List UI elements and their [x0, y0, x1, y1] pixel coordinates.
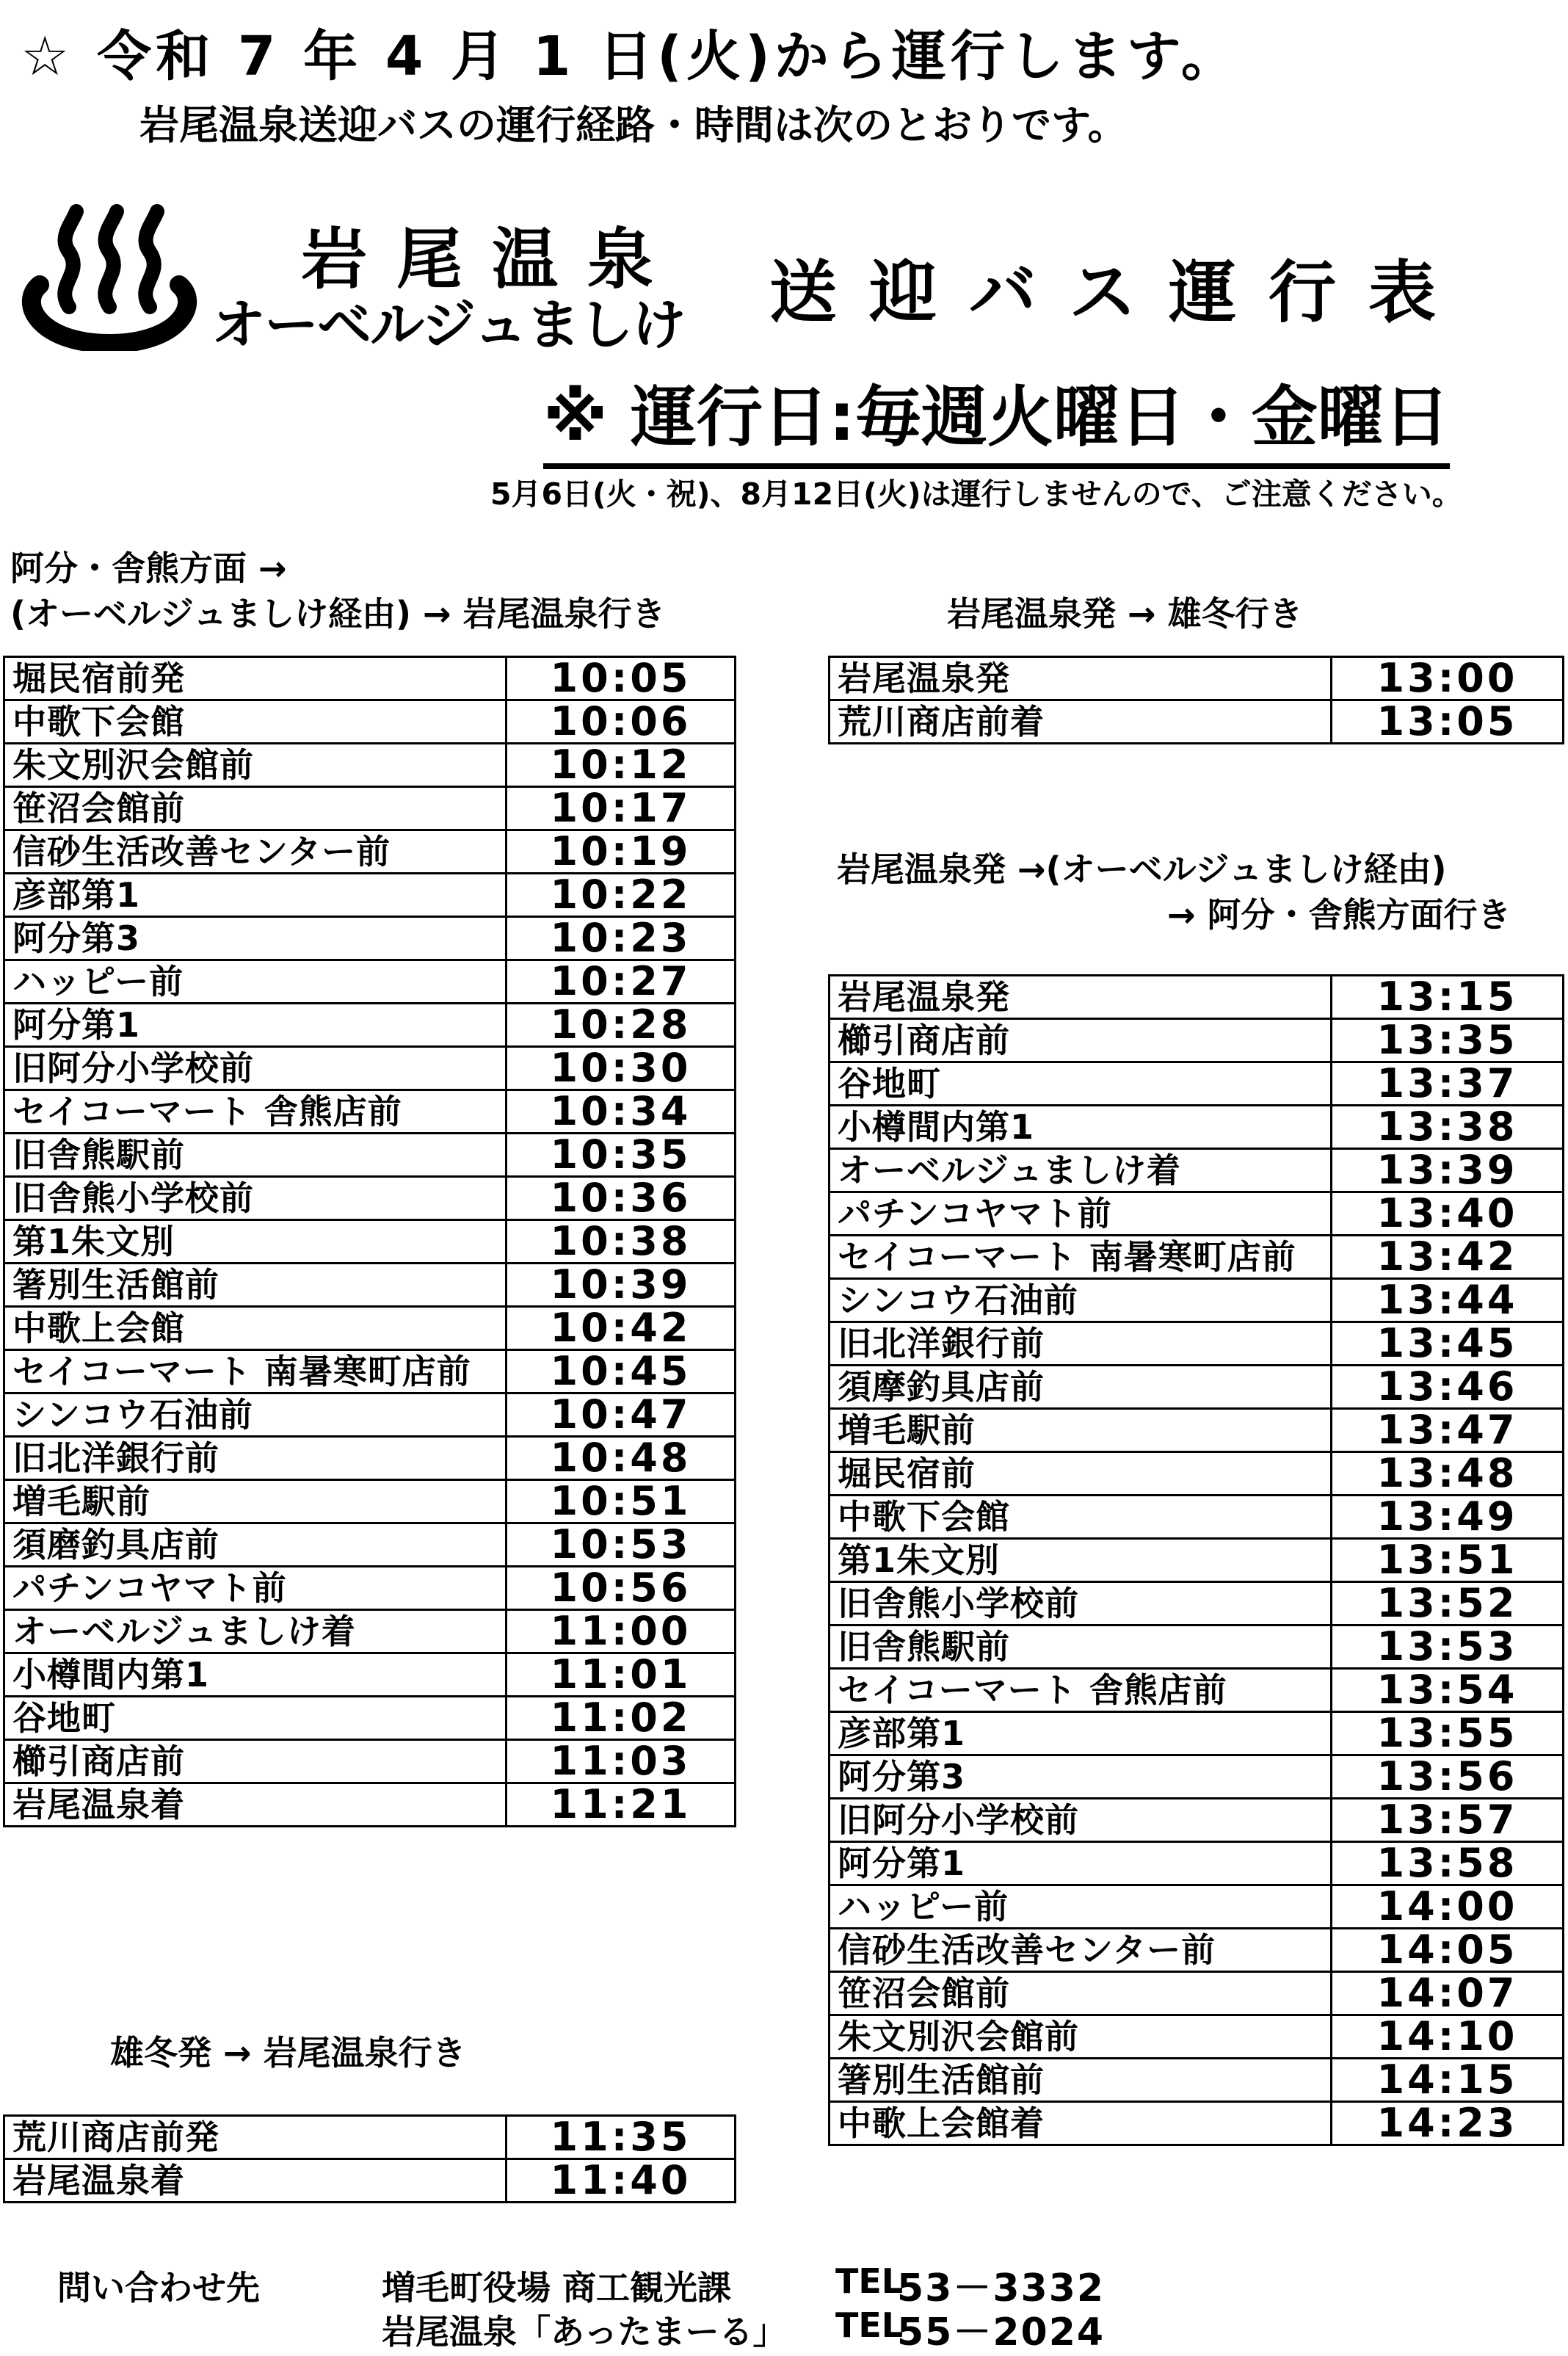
- departure-time: 10:45: [507, 1350, 736, 1393]
- stop-name: 岩尾温泉着: [4, 2159, 507, 2203]
- table-row: [4, 1610, 736, 1653]
- stop-name: 中歌下会館: [4, 700, 507, 744]
- stop-name: 中歌上会館: [4, 1307, 507, 1350]
- stop-name: 旧北洋銀行前: [830, 1322, 1332, 1366]
- table-row: [830, 1755, 1564, 1799]
- stop-name: 信砂生活改善センター前: [830, 1929, 1332, 1972]
- table-row: [830, 700, 1564, 744]
- contact-label: 問い合わせ先: [57, 2268, 260, 2308]
- stop-name: 岩尾温泉着: [4, 1783, 507, 1827]
- table-row: [830, 1799, 1564, 1842]
- stop-name: 第1朱文別: [830, 1539, 1332, 1582]
- table-row: [4, 830, 736, 874]
- stop-name: 岩尾温泉発: [830, 657, 1332, 700]
- departure-time: 11:01: [507, 1653, 736, 1697]
- stop-name: セイコーマート 南暑寒町店前: [4, 1350, 507, 1393]
- tel-label-2: TEL: [835, 2305, 904, 2345]
- departure-time: 13:37: [1332, 1062, 1564, 1106]
- departure-time: 13:40: [1332, 1192, 1564, 1236]
- table-row: [830, 1322, 1564, 1366]
- stop-name: 堀民宿前: [830, 1452, 1332, 1496]
- operating-days: ※ 運行日:毎週火曜日・金曜日: [543, 363, 1450, 469]
- intro-text: 岩尾温泉送迎バスの運行経路・時間は次のとおりです。: [139, 102, 1128, 148]
- departure-time: 14:05: [1332, 1929, 1564, 1972]
- notice-text: 5月6日(火・祝)、8月12日(火)は運行しませんので、ご注意ください。: [490, 476, 1462, 512]
- table-row: [830, 1366, 1564, 1409]
- departure-time: 11:21: [507, 1783, 736, 1827]
- table-row: [4, 1090, 736, 1134]
- table-row: [830, 1625, 1564, 1669]
- table-row: [4, 1567, 736, 1610]
- table-row: [830, 1539, 1564, 1582]
- table-row: [4, 1134, 736, 1177]
- departure-time: 10:27: [507, 960, 736, 1004]
- stop-name: 増毛駅前: [830, 1409, 1332, 1452]
- table-row: [4, 1220, 736, 1264]
- departure-time: 10:39: [507, 1264, 736, 1307]
- stop-name: 阿分第1: [830, 1842, 1332, 1885]
- departure-time: 10:23: [507, 917, 736, 960]
- departure-time: 13:05: [1332, 700, 1564, 744]
- departure-time: 11:03: [507, 1740, 736, 1783]
- table-row: [4, 1653, 736, 1697]
- table-row: [4, 1177, 736, 1220]
- brand-name: 岩尾温泉: [301, 221, 683, 298]
- table-row: [4, 960, 736, 1004]
- table-row: [4, 1307, 736, 1350]
- stop-name: 旧舎熊駅前: [830, 1625, 1332, 1669]
- departure-time: 10:51: [507, 1480, 736, 1523]
- stop-name: 旧北洋銀行前: [4, 1437, 507, 1480]
- table-row: [830, 1972, 1564, 2015]
- departure-time: 10:30: [507, 1047, 736, 1090]
- stop-name: 荒川商店前発: [4, 2116, 507, 2159]
- stop-name: 阿分第3: [4, 917, 507, 960]
- stop-name: 信砂生活改善センター前: [4, 830, 507, 874]
- departure-time: 14:15: [1332, 2059, 1564, 2102]
- table-row: [4, 744, 736, 787]
- departure-time: 13:53: [1332, 1625, 1564, 1669]
- departure-time: 10:17: [507, 787, 736, 830]
- stop-name: 櫛引商店前: [4, 1740, 507, 1783]
- table-row: [830, 1409, 1564, 1452]
- stop-name: 中歌上会館着: [830, 2102, 1332, 2145]
- stop-name: シンコウ石油前: [4, 1393, 507, 1437]
- departure-time: 13:57: [1332, 1799, 1564, 1842]
- tel-label-1: TEL: [835, 2261, 904, 2301]
- stop-name: セイコーマート 舎熊店前: [830, 1669, 1332, 1712]
- route-a-table: [3, 656, 736, 1827]
- departure-time: 13:45: [1332, 1322, 1564, 1366]
- table-row: [4, 657, 736, 700]
- table-row: [830, 1496, 1564, 1539]
- contact-org-2: 岩尾温泉「あったまーる」: [382, 2312, 787, 2352]
- route-a-heading-1: 阿分・舎熊方面 →: [10, 548, 287, 588]
- departure-time: 10:56: [507, 1567, 736, 1610]
- stop-name: 増毛駅前: [4, 1480, 507, 1523]
- table-row: [4, 787, 736, 830]
- departure-time: 10:42: [507, 1307, 736, 1350]
- stop-name: 谷地町: [830, 1062, 1332, 1106]
- table-row: [830, 1929, 1564, 1972]
- table-row: [830, 1106, 1564, 1149]
- table-row: [830, 1452, 1564, 1496]
- table-row: [4, 1523, 736, 1567]
- table-row: [4, 2159, 736, 2203]
- table-row: [4, 1697, 736, 1740]
- departure-time: 13:56: [1332, 1755, 1564, 1799]
- stop-name: 岩尾温泉発: [830, 976, 1332, 1019]
- departure-time: 10:28: [507, 1004, 736, 1047]
- table-row: [4, 1393, 736, 1437]
- route-c-table: [828, 974, 1564, 2146]
- stop-name: 櫛引商店前: [830, 1019, 1332, 1062]
- table-row: [830, 976, 1564, 1019]
- stop-name: 笹沼会館前: [4, 787, 507, 830]
- route-d-table: [3, 2114, 736, 2203]
- departure-time: 13:48: [1332, 1452, 1564, 1496]
- stop-name: 旧舎熊小学校前: [4, 1177, 507, 1220]
- departure-time: 10:34: [507, 1090, 736, 1134]
- table-row: [4, 1004, 736, 1047]
- departure-time: 13:55: [1332, 1712, 1564, 1755]
- stop-name: 彦部第1: [4, 874, 507, 917]
- table-row: [830, 1236, 1564, 1279]
- departure-time: 10:19: [507, 830, 736, 874]
- departure-time: 13:54: [1332, 1669, 1564, 1712]
- departure-time: 14:00: [1332, 1885, 1564, 1929]
- table-row: [830, 1019, 1564, 1062]
- stop-name: オーベルジュましけ着: [4, 1610, 507, 1653]
- table-row: [4, 874, 736, 917]
- table-row: [830, 657, 1564, 700]
- departure-time: 14:23: [1332, 2102, 1564, 2145]
- brand-subname: オーベルジュましけ: [211, 294, 685, 357]
- departure-time: 14:07: [1332, 1972, 1564, 2015]
- table-row: [4, 1480, 736, 1523]
- departure-time: 13:38: [1332, 1106, 1564, 1149]
- stop-name: 須磨釣具店前: [4, 1523, 507, 1567]
- table-row: [4, 1047, 736, 1090]
- table-row: [4, 1437, 736, 1480]
- departure-time: 13:15: [1332, 976, 1564, 1019]
- departure-time: 10:05: [507, 657, 736, 700]
- stop-name: ハッピー前: [830, 1885, 1332, 1929]
- table-row: [830, 1842, 1564, 1885]
- table-row: [4, 1740, 736, 1783]
- route-b-heading: 岩尾温泉発 → 雄冬行き: [947, 594, 1303, 634]
- stop-name: 彦部第1: [830, 1712, 1332, 1755]
- stop-name: セイコーマート 南暑寒町店前: [830, 1236, 1332, 1279]
- table-row: [830, 1669, 1564, 1712]
- table-row: [830, 1149, 1564, 1192]
- departure-time: 10:35: [507, 1134, 736, 1177]
- phone-number-2: 55－2024: [897, 2310, 1106, 2355]
- stop-name: オーベルジュましけ着: [830, 1149, 1332, 1192]
- stop-name: 箸別生活館前: [830, 2059, 1332, 2102]
- stop-name: 朱文別沢会館前: [830, 2015, 1332, 2059]
- stop-name: 阿分第3: [830, 1755, 1332, 1799]
- route-a-heading-2: (オーベルジュましけ経由) → 岩尾温泉行き: [10, 594, 666, 634]
- departure-time: 11:35: [507, 2116, 736, 2159]
- table-row: [830, 1885, 1564, 1929]
- table-row: [4, 2116, 736, 2159]
- table-row: [830, 2059, 1564, 2102]
- departure-time: 10:53: [507, 1523, 736, 1567]
- table-row: [830, 1192, 1564, 1236]
- table-row: [4, 917, 736, 960]
- departure-time: 13:49: [1332, 1496, 1564, 1539]
- departure-time: 10:12: [507, 744, 736, 787]
- departure-time: 14:10: [1332, 2015, 1564, 2059]
- table-row: [830, 1279, 1564, 1322]
- departure-time: 10:36: [507, 1177, 736, 1220]
- stop-name: 朱文別沢会館前: [4, 744, 507, 787]
- departure-time: 13:39: [1332, 1149, 1564, 1192]
- departure-time: 13:42: [1332, 1236, 1564, 1279]
- table-row: [830, 2015, 1564, 2059]
- stop-name: パチンコヤマト前: [830, 1192, 1332, 1236]
- stop-name: 須摩釣具店前: [830, 1366, 1332, 1409]
- departure-time: 13:44: [1332, 1279, 1564, 1322]
- stop-name: ハッピー前: [4, 960, 507, 1004]
- table-row: [4, 1264, 736, 1307]
- route-b-table: [828, 656, 1564, 744]
- departure-time: 13:46: [1332, 1366, 1564, 1409]
- departure-time: 10:22: [507, 874, 736, 917]
- route-c-heading-2: → 阿分・舎熊方面行き: [1167, 895, 1511, 935]
- departure-time: 13:52: [1332, 1582, 1564, 1625]
- departure-time: 11:40: [507, 2159, 736, 2203]
- stop-name: 旧阿分小学校前: [830, 1799, 1332, 1842]
- departure-time: 11:02: [507, 1697, 736, 1740]
- departure-time: 13:35: [1332, 1019, 1564, 1062]
- stop-name: 旧舎熊小学校前: [830, 1582, 1332, 1625]
- stop-name: 堀民宿前発: [4, 657, 507, 700]
- stop-name: シンコウ石油前: [830, 1279, 1332, 1322]
- stop-name: 笹沼会館前: [830, 1972, 1332, 2015]
- stop-name: 荒川商店前着: [830, 700, 1332, 744]
- stop-name: 旧阿分小学校前: [4, 1047, 507, 1090]
- table-row: [4, 700, 736, 744]
- table-row: [830, 2102, 1564, 2145]
- departure-time: 13:47: [1332, 1409, 1564, 1452]
- departure-time: 13:51: [1332, 1539, 1564, 1582]
- route-d-heading: 雄冬発 → 岩尾温泉行き: [110, 2033, 466, 2073]
- departure-time: 13:58: [1332, 1842, 1564, 1885]
- page-title: 送迎バス運行表: [769, 253, 1469, 332]
- hot-spring-icon: [10, 204, 208, 351]
- table-row: [4, 1350, 736, 1393]
- departure-time: 10:47: [507, 1393, 736, 1437]
- stop-name: 中歌下会館: [830, 1496, 1332, 1539]
- announcement: ☆ 令和 7 年 4 月 1 日(火)から運行します。: [21, 25, 1240, 88]
- stop-name: 小樽間内第1: [4, 1653, 507, 1697]
- table-row: [830, 1062, 1564, 1106]
- stop-name: パチンコヤマト前: [4, 1567, 507, 1610]
- stop-name: 阿分第1: [4, 1004, 507, 1047]
- table-row: [830, 1582, 1564, 1625]
- departure-time: 10:06: [507, 700, 736, 744]
- stop-name: 谷地町: [4, 1697, 507, 1740]
- departure-time: 11:00: [507, 1610, 736, 1653]
- stop-name: セイコーマート 舎熊店前: [4, 1090, 507, 1134]
- stop-name: 箸別生活館前: [4, 1264, 507, 1307]
- departure-time: 10:38: [507, 1220, 736, 1264]
- phone-number-1: 53－3332: [897, 2266, 1106, 2310]
- contact-org-1: 増毛町役場 商工観光課: [382, 2268, 732, 2308]
- table-row: [4, 1783, 736, 1827]
- route-c-heading-1: 岩尾温泉発 →(オーベルジュましけ経由): [837, 849, 1447, 889]
- stop-name: 小樽間内第1: [830, 1106, 1332, 1149]
- departure-time: 10:48: [507, 1437, 736, 1480]
- stop-name: 第1朱文別: [4, 1220, 507, 1264]
- departure-time: 13:00: [1332, 657, 1564, 700]
- table-row: [830, 1712, 1564, 1755]
- stop-name: 旧舎熊駅前: [4, 1134, 507, 1177]
